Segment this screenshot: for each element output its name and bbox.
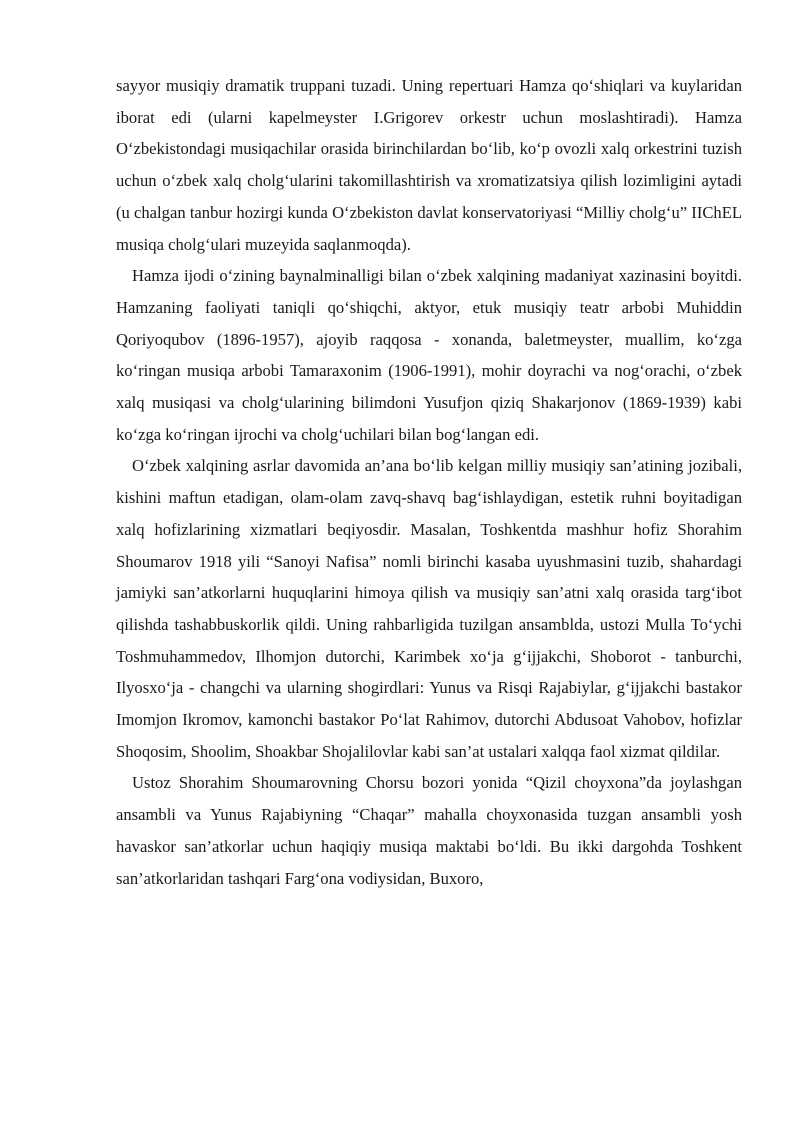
paragraph-1: sayyor musiqiy dramatik truppani tuzadi. Uning repertuari Hamza qo‘shiqlari va kuylaridan iborat edi (ularni kapelmeyster I.Grigorev orkestr uchun moslashtiradi). Hamza O‘zbekistondagi musiqachilar orasida birinchilardan bo‘lib, ko‘p ovozli xalq orkestrini tuzish uchun o‘zbek xalq cholg‘ularini takomillashtirish va xromatizatsiya qilish lozimligini aytadi (u chalgan tanbur hozirgi kunda O‘zbekiston davlat konservatoriyasi “Milliy cholg‘u” IIChEL musiqa cholg‘ulari muzeyida saqlanmoqda). [116, 76, 742, 254]
paragraph-2: Hamza ijodi o‘zining baynalminalligi bilan o‘zbek xalqining madaniyat xazinasini boyitdi. Hamzaning faoliyati taniqli qo‘shiqchi, aktyor, etuk musiqiy teatr arbobi Muhiddin Qoriyoqubov (1896-1957), ajoyib raqqosa - xonanda, baletmeyster, muallim, ko‘zga ko‘ringan musiqa arbobi Tamaraxonim (1906-1991), mohir doyrachi va nog‘orachi, o‘zbek xalq musiqasi va cholg‘ularining bilimdoni Yusufjon qiziq Shakarjonov (1869-1939) kabi ko‘zga ko‘ringan ijrochi va cholg‘uchilari bilan bog‘langan edi. [116, 266, 742, 444]
document-page [116, 70, 742, 894]
paragraph-3: O‘zbek xalqining asrlar davomida an’ana bo‘lib kelgan milliy musiqiy san’atining jozibali, kishini maftun etadigan, olam-olam zavq-shavq bag‘ishlaydigan, estetik ruhni boyitadigan xalq hofizlarining xizmatlari beqiyosdir. Masalan, Toshkentda mashhur hofiz Shorahim Shoumarov 1918 yili “Sanoyi Nafisa” nomli birinchi kasaba uyushmasini tuzib, shahardagi jamiyki san’atkorlarni huquqlarini himoya qilish va musiqiy san’atni xalq orasida targ‘ibot qilishda tashabbuskorlik qildi. Uning rahbarligida tuzilgan ansamblda, ustozi Mulla To‘ychi Toshmuhammedov, Ilhomjon dutorchi, Karimbek xo‘ja g‘ijjakchi, Shoborot - tanburchi, Ilyosxo‘ja - changchi va ularning shogirdlari: Yunus va Risqi Rajabiylar, g‘ijjakchi bastakor Imomjon Ikromov, kamonchi bastakor Po‘lat Rahimov, dutorchi Abdusoat Vahobov, hofizlar Shoqosim, Shoolim, Shoakbar Shojalilovlar kabi san’at ustalari xalqqa faol xizmat qildilar. [116, 456, 742, 761]
paragraph-4: Ustoz Shorahim Shoumarovning Chorsu bozori yonida “Qizil choyxona”da joylashgan ansambli va Yunus Rajabiyning “Chaqar” mahalla choyxonasida tuzgan ansambli yosh havaskor san’atkorlar uchun haqiqiy musiqa maktabi bo‘ldi. Bu ikki dargohda Toshkent san’atkorlaridan tashqari Farg‘ona vodiysidan, Buxoro, [116, 773, 742, 888]
